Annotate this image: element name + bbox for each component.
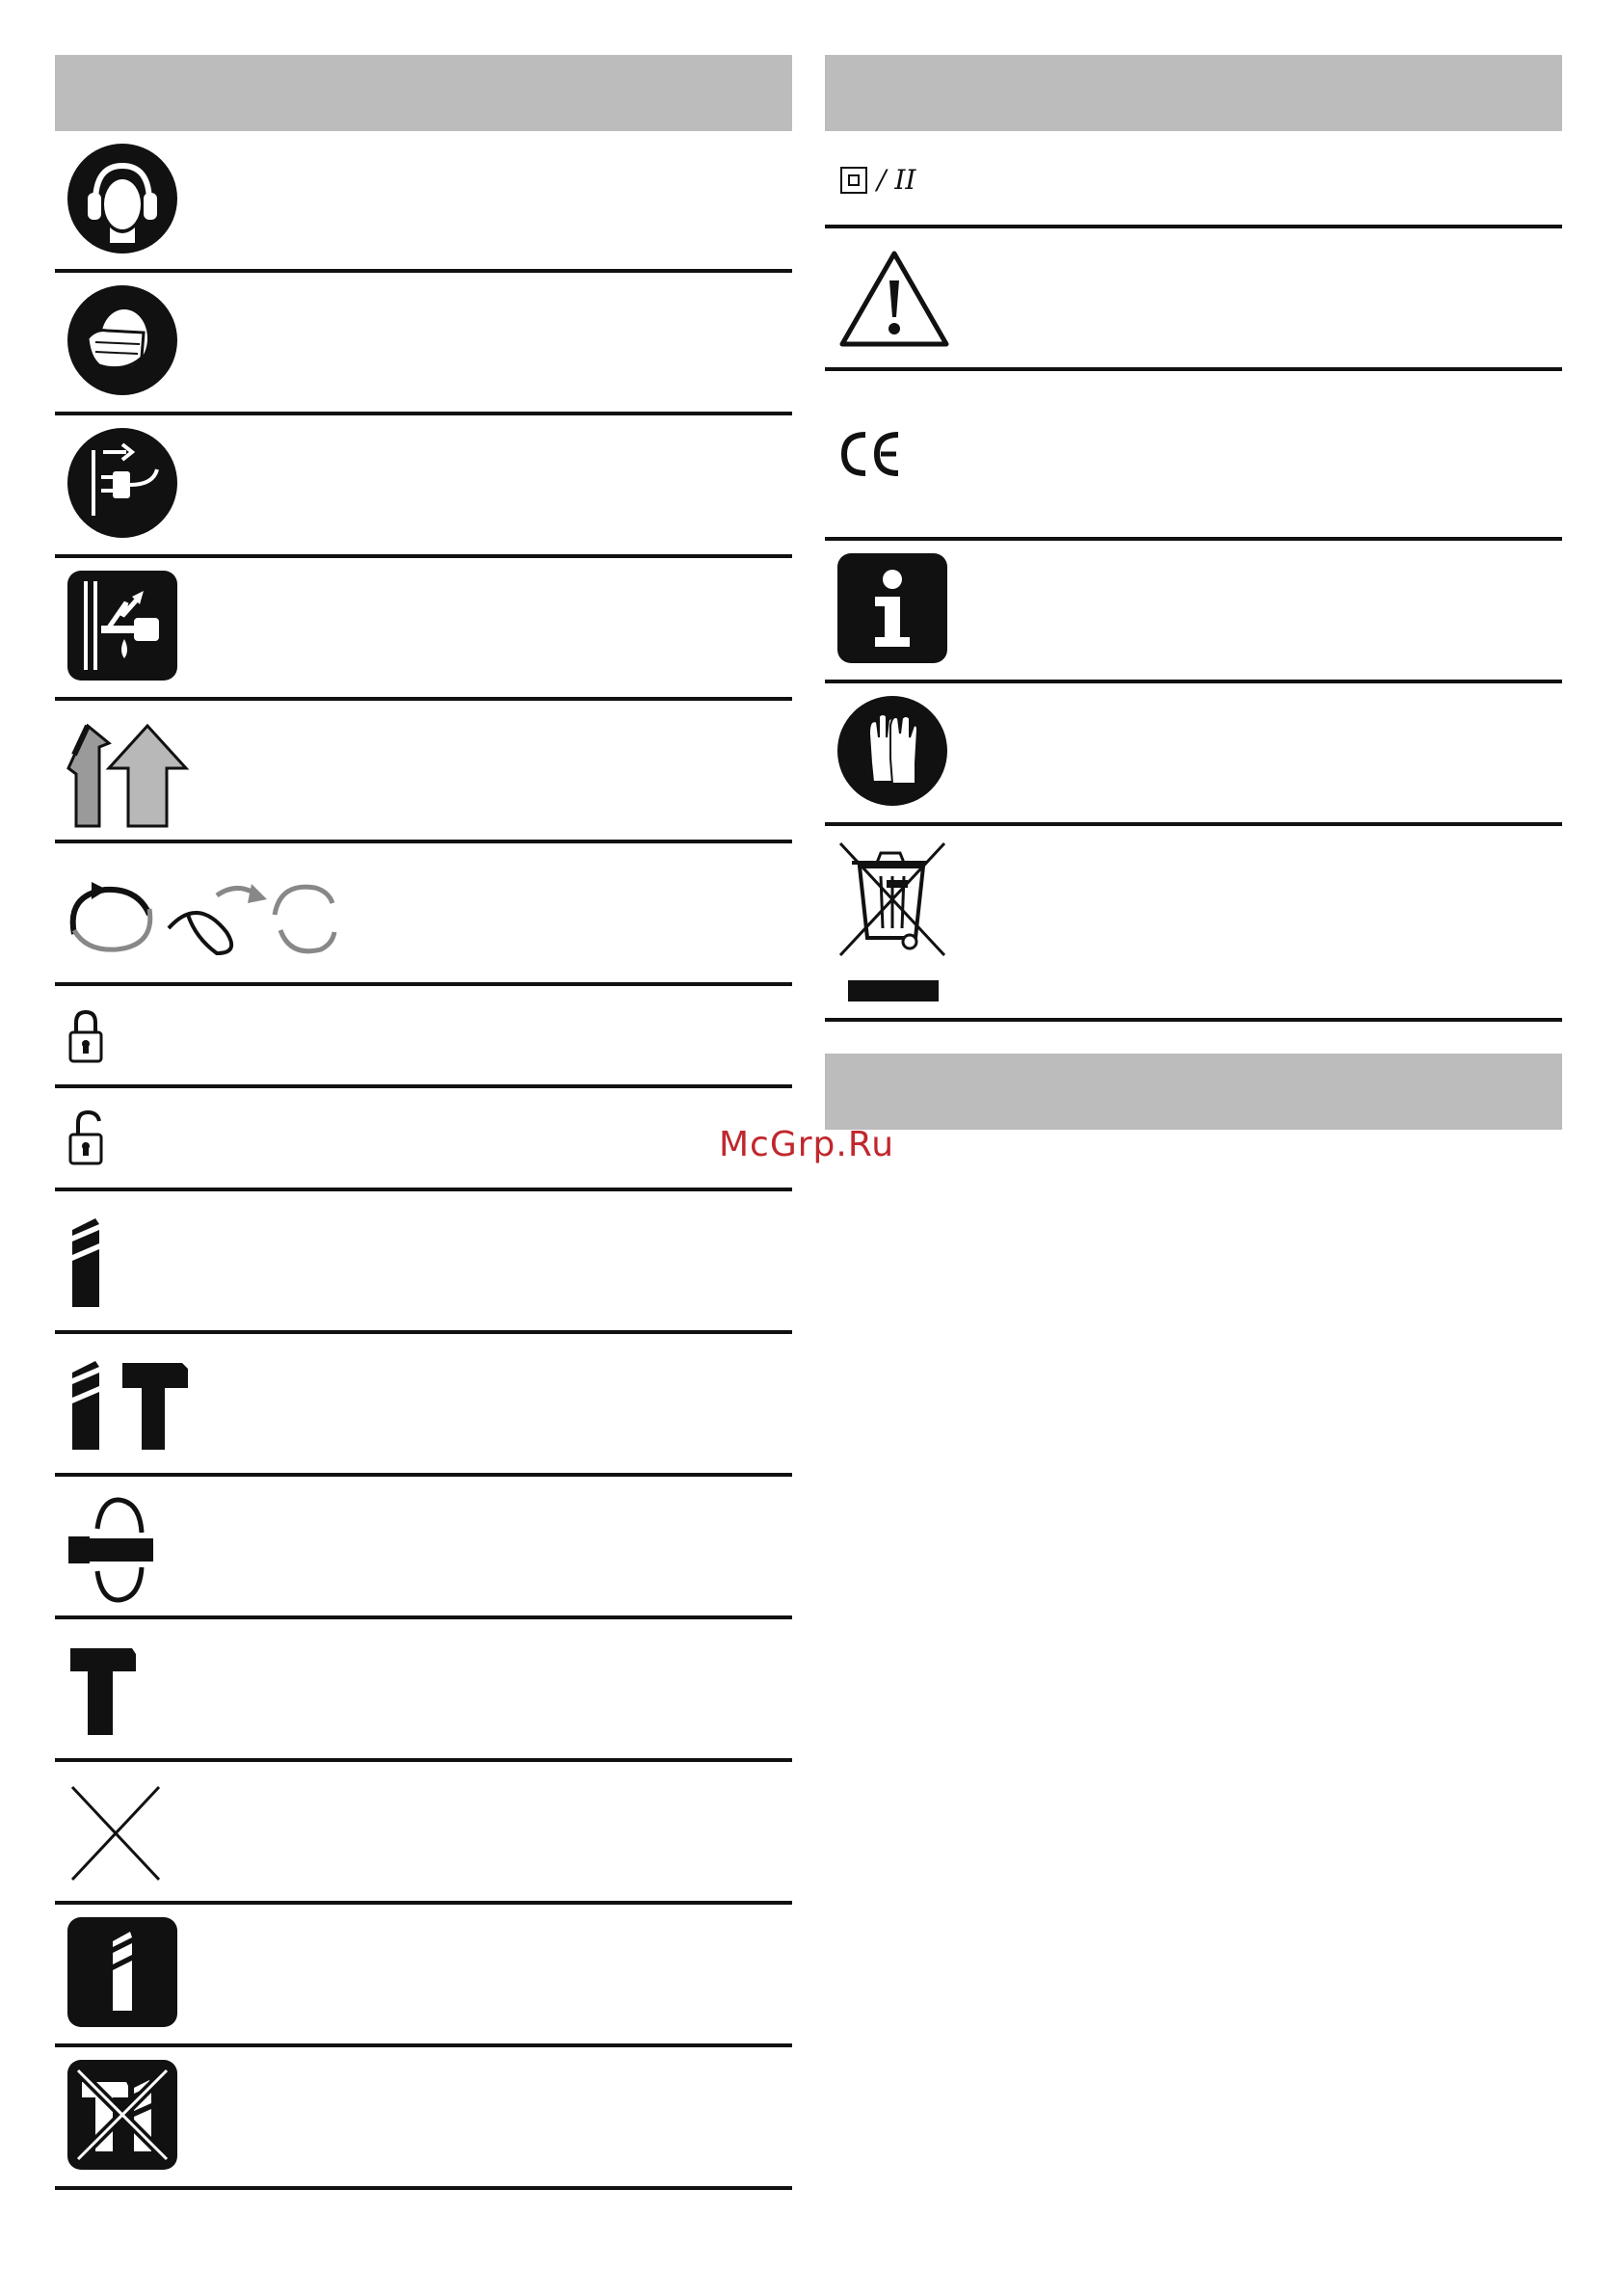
row-gloves	[825, 683, 1562, 826]
watermark: McGrp.Ru	[719, 1125, 895, 1164]
drill-bit-icon	[68, 1216, 103, 1309]
arrows-up-icon	[65, 718, 228, 832]
row-ear-protection	[55, 131, 792, 273]
unplug-icon	[66, 427, 178, 539]
cross-icon	[68, 1783, 165, 1883]
hammer-icon	[68, 1644, 142, 1737]
right-column	[825, 55, 1562, 1022]
rotation-drill-icon	[68, 1494, 161, 1606]
row-drill-mode	[55, 1905, 792, 2047]
row-info	[825, 541, 1562, 683]
row-no-hammer	[55, 2047, 792, 2190]
no-hammer-icon	[66, 2059, 178, 2171]
row-weee	[825, 826, 1562, 1022]
row-unlock	[55, 1088, 792, 1191]
rotation-direction-icon	[63, 876, 361, 963]
row-hidden-wiring	[55, 558, 792, 701]
drill-mode-icon	[66, 1916, 178, 2028]
dust-mask-icon	[66, 284, 178, 396]
row-lock	[55, 986, 792, 1088]
row-dust-mask	[55, 273, 792, 415]
gloves-icon	[836, 695, 948, 807]
row-arrows-up	[55, 701, 792, 843]
row-ce-mark	[825, 371, 1562, 541]
left-header-bar	[55, 55, 792, 131]
ce-mark-icon	[838, 429, 906, 479]
bottom-header-bar	[825, 1054, 1562, 1130]
row-protection-class-ii	[825, 131, 1562, 228]
double-square-icon	[840, 167, 867, 194]
info-icon	[836, 552, 948, 664]
row-unplug	[55, 415, 792, 558]
row-warning	[825, 228, 1562, 371]
row-hammer	[55, 1619, 792, 1762]
row-cross	[55, 1762, 792, 1905]
right-header-bar	[825, 55, 1562, 131]
hidden-wiring-icon	[66, 570, 178, 681]
lock-icon	[68, 1009, 103, 1063]
weee-bin-icon	[838, 841, 954, 1005]
left-column	[55, 55, 792, 2190]
ear-protection-icon	[66, 143, 178, 254]
row-rotation-direction	[55, 843, 792, 986]
row-drill-hammer	[55, 1334, 792, 1477]
protection-class-ii-icon	[840, 164, 915, 196]
drill-hammer-icon	[68, 1359, 194, 1452]
class-ii-label: / II	[877, 164, 916, 196]
warning-triangle-icon	[838, 250, 950, 348]
row-rotation-drill	[55, 1477, 792, 1619]
row-drill-bit	[55, 1191, 792, 1334]
unlock-icon	[68, 1109, 107, 1165]
